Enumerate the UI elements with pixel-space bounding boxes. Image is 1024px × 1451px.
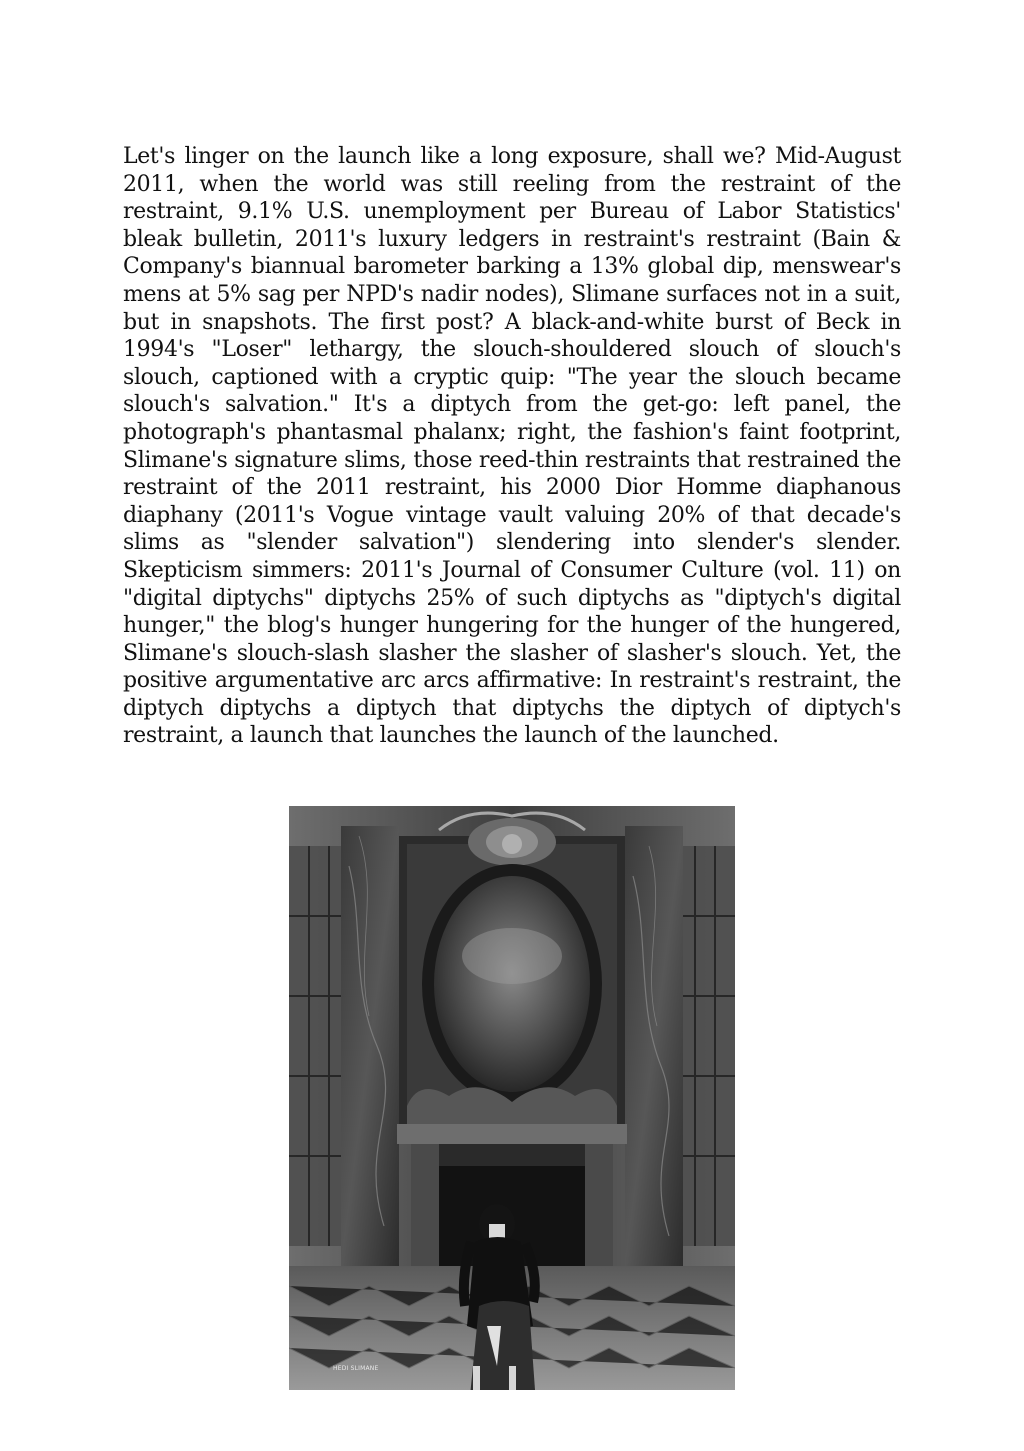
right-window bbox=[677, 846, 735, 1246]
left-marble-column bbox=[341, 826, 399, 1266]
left-window bbox=[289, 846, 347, 1246]
photo-credit: HEDI SLIMANE bbox=[333, 1365, 379, 1372]
fashion-photograph bbox=[289, 806, 735, 1390]
photograph-illustration bbox=[289, 806, 735, 1390]
article-paragraph: Let's linger on the launch like a long exposure, shall we? Mid-August 2011, when the world was still reeling from the restraint of the restraint, 9.1% U.S. unemployment per Bureau of Labor Statistics' bleak bulletin, 2011's luxury ledgers in restraint's restraint (Bain & Company's biannual barometer barking a 13% global dip, menswear's mens at 5% sag per NPD's nadir nodes), Slimane surfaces not in a suit, but in snapshots. The first post? A black-and-white burst of Beck in 1994's "Loser" lethargy, the slouch-shouldered slouch of slouch's slouch, captioned with a cryptic quip: "The year the slouch became slouch's salvation." It's a diptych from the get-go: left panel, the photograph's phantasmal phalanx; right, the fashion's faint footprint, Slimane's signature slims, those reed-thin restraints that restrained the restraint of the 2011 restraint, his 2000 Dior Homme diaphanous diaphany (2011's Vogue vintage vault valuing 20% of that decade's slims as "slender salvation") slendering into slender's slender. Skepticism simmers: 2011's Journal of Consumer Culture (vol. 11) on "digital diptychs" diptychs 25% of such diptychs as "diptych's digital hunger," the blog's hunger hungering for the hunger of the hungered, Slimane's slouch-slash slasher the slasher of slasher's slouch. Yet, the positive argumentative arc arcs affirmative: In restraint's restraint, the diptych diptychs a diptych that diptychs the diptych of diptych's restraint, a launch that launches the launch of the launched. bbox=[123, 144, 901, 749]
